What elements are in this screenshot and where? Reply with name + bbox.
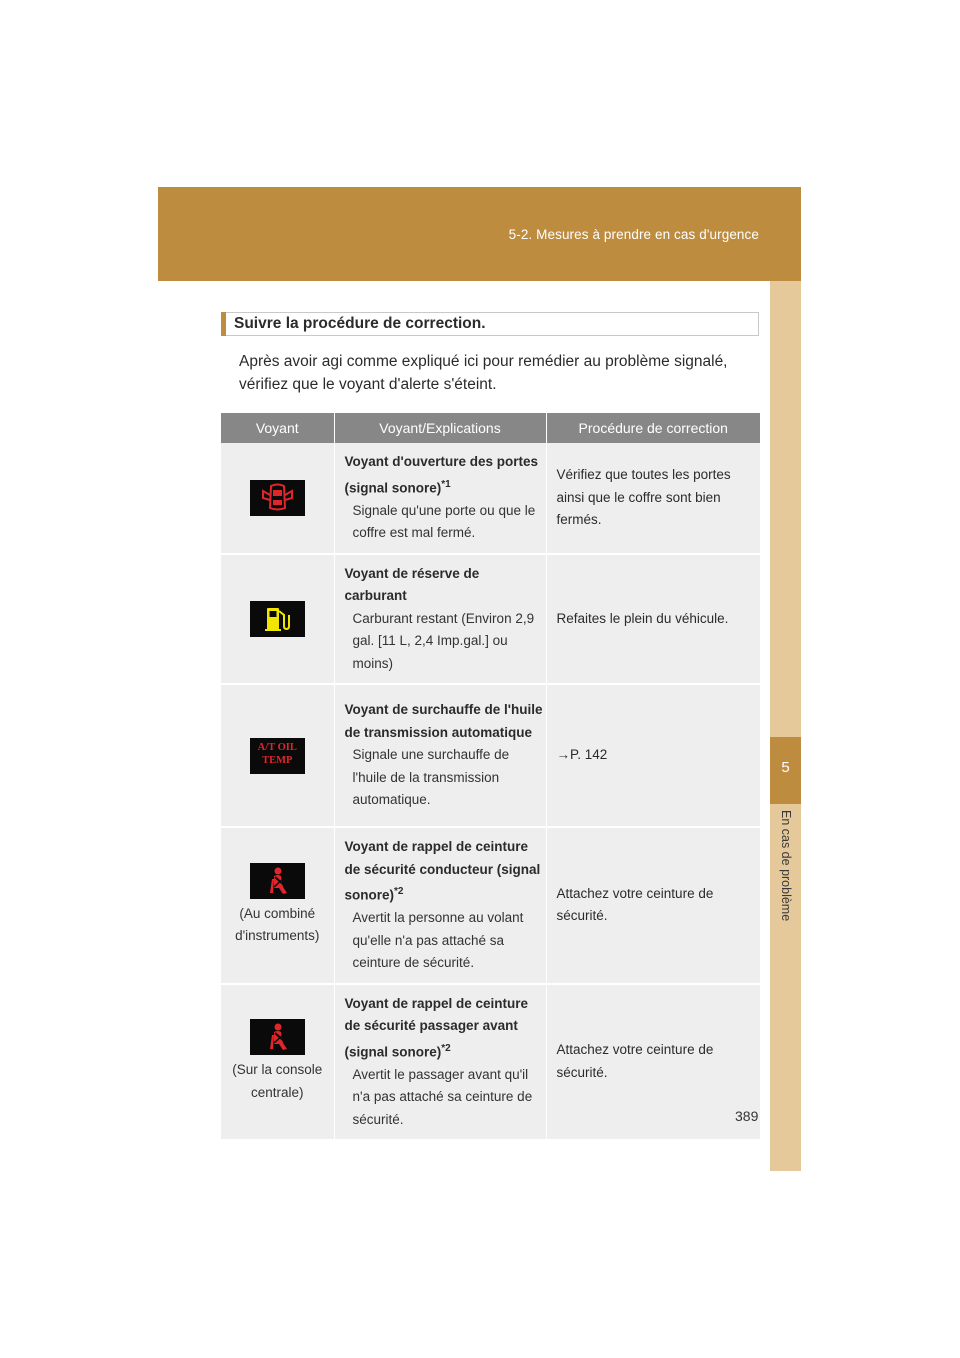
table-row bbox=[221, 827, 760, 984]
explanation-cell bbox=[334, 554, 546, 685]
footnote-marker: *2 bbox=[441, 1042, 451, 1054]
warning-title: Voyant de réserve de carburant bbox=[344, 565, 480, 603]
warning-title: Voyant d'ouverture des portes (signal sonore) bbox=[344, 454, 539, 495]
table-row bbox=[221, 684, 760, 827]
icon-caption: (Sur la console centrale) bbox=[232, 1062, 323, 1100]
section-heading bbox=[221, 312, 759, 336]
warning-title: Voyant de rappel de ceinture de sécurité conducteur (signal sonore) bbox=[344, 839, 541, 903]
chapter-number: 5 bbox=[781, 759, 790, 776]
header-band bbox=[158, 187, 801, 281]
icon-cell bbox=[221, 443, 334, 554]
warning-description: Carburant restant (Environ 2,9 gal. [11 L, 2,4 Imp.gal.] ou moins) bbox=[352, 610, 535, 671]
table-row bbox=[221, 554, 760, 685]
column-header-explications: Voyant/Explications bbox=[334, 413, 546, 443]
at-oil-temp-icon bbox=[250, 738, 305, 774]
procedure-link[interactable]: →P. 142 bbox=[546, 684, 760, 827]
explanation-cell bbox=[334, 984, 546, 1141]
side-strip bbox=[770, 281, 801, 1171]
icon-cell bbox=[221, 827, 334, 984]
warning-description: Signale qu'une porte ou que le coffre est mal fermé. bbox=[352, 502, 536, 540]
warning-description: Signale une surchauffe de l'huile de la transmission automatique. bbox=[352, 747, 510, 808]
explanation-cell bbox=[334, 827, 546, 984]
header-title: 5-2. Mesures à prendre en cas d'urgence bbox=[508, 227, 759, 242]
chapter-label-text: En cas de problème bbox=[778, 810, 793, 922]
at-oil-temp-label: A/T OIL TEMP bbox=[257, 741, 297, 766]
warning-description: Avertit le passager avant qu'il n'a pas attaché sa ceinture de sécurité. bbox=[352, 1066, 533, 1127]
icon-cell bbox=[221, 984, 334, 1141]
column-header-voyant: Voyant bbox=[221, 413, 334, 443]
warning-table bbox=[221, 413, 760, 1141]
table-row bbox=[221, 984, 760, 1141]
footnote-marker: *2 bbox=[394, 886, 404, 897]
seatbelt-reminder-icon bbox=[250, 1019, 305, 1055]
door-open-warning-icon bbox=[250, 480, 305, 516]
warning-title: Voyant de rappel de ceinture de sécurité passager avant (signal sonore) bbox=[344, 995, 529, 1059]
section-heading-text: Suivre la procédure de correction. bbox=[234, 315, 486, 332]
table-header-row bbox=[221, 413, 760, 443]
seatbelt-reminder-icon bbox=[250, 863, 305, 899]
table-row bbox=[221, 443, 760, 554]
fuel-pump-icon bbox=[250, 601, 305, 637]
chapter-label bbox=[770, 810, 801, 950]
icon-cell bbox=[221, 684, 334, 827]
explanation-cell bbox=[334, 684, 546, 827]
column-header-procedure: Procédure de correction bbox=[546, 413, 760, 443]
intro-paragraph: Après avoir agi comme expliqué ici pour remédier au problème signalé, vérifiez que le voyant d'alerte s'éteint. bbox=[239, 353, 728, 393]
chapter-tab[interactable] bbox=[770, 737, 801, 804]
procedure-cell: Attachez votre ceinture de sécurité. bbox=[546, 827, 760, 984]
procedure-cell: Refaites le plein du véhicule. bbox=[546, 554, 760, 685]
section-heading-bar bbox=[221, 312, 226, 336]
procedure-cell: Attachez votre ceinture de sécurité. bbox=[546, 984, 760, 1141]
procedure-cell: Vérifiez que toutes les portes ainsi que le coffre sont bien fermés. bbox=[546, 443, 760, 554]
icon-cell bbox=[221, 554, 334, 685]
footnote-marker: *1 bbox=[441, 478, 451, 490]
page-number: 389 bbox=[735, 1108, 759, 1124]
explanation-cell bbox=[334, 443, 546, 554]
warning-title: Voyant de surchauffe de l'huile de transmission automatique bbox=[344, 702, 543, 740]
warning-description: Avertit la personne au volant qu'elle n'a pas attaché sa ceinture de sécurité. bbox=[352, 910, 524, 970]
icon-caption: (Au combiné d'instruments) bbox=[235, 905, 320, 944]
